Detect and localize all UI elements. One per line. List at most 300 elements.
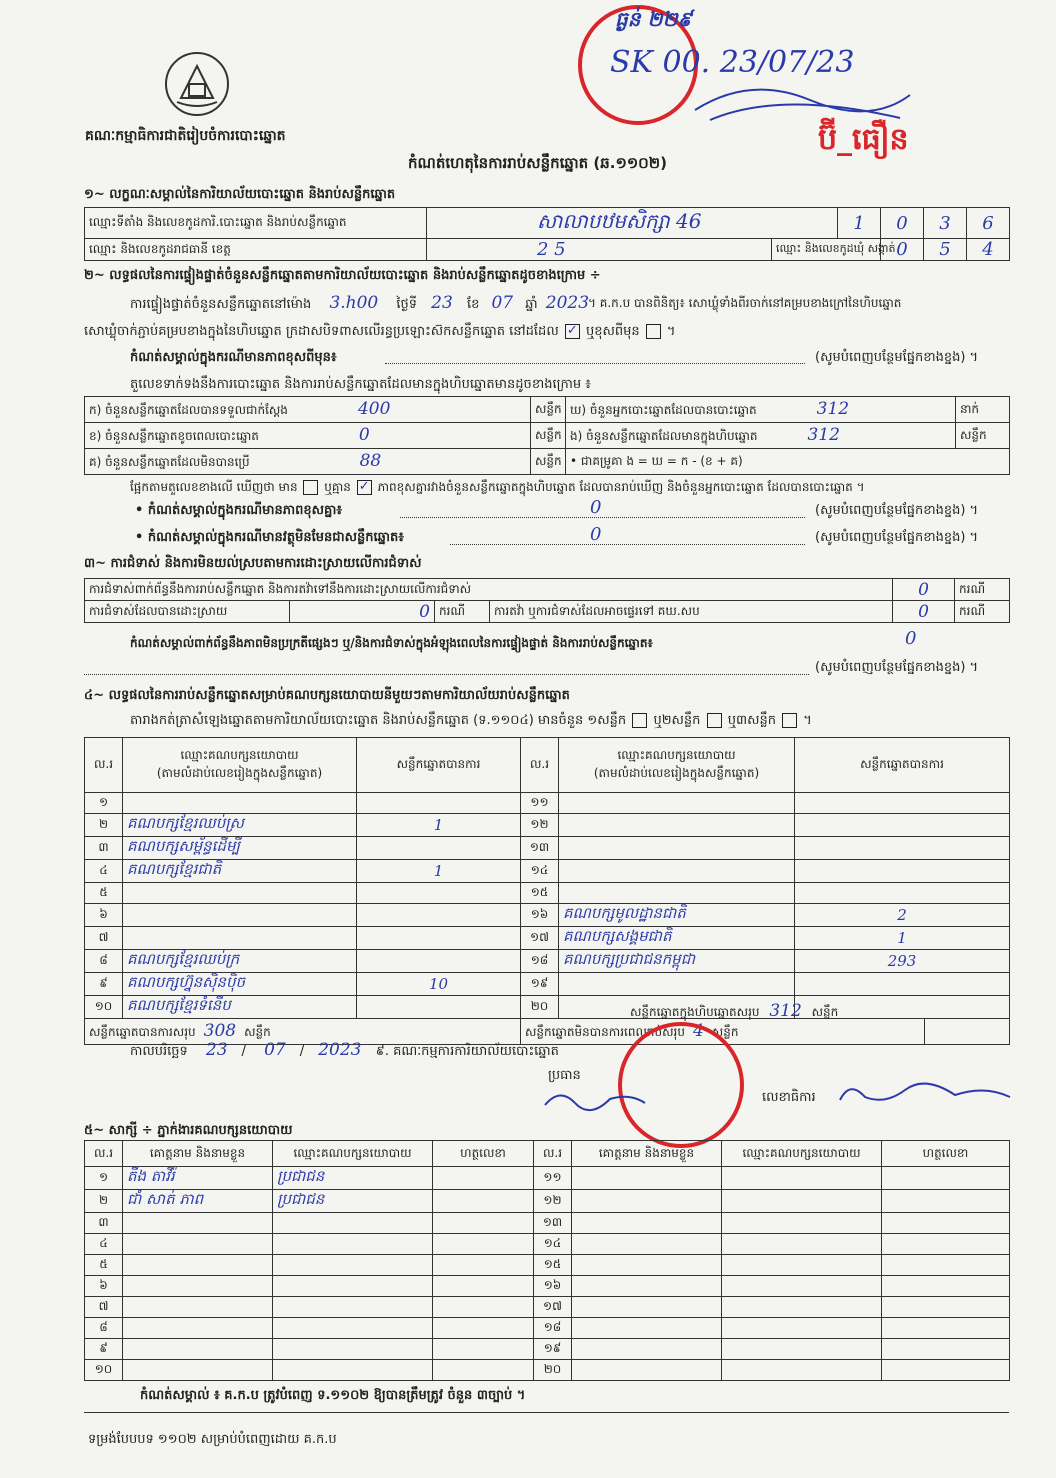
- party-name[interactable]: គណបក្សប្រជាជនកម្ពុជា: [559, 950, 795, 973]
- party-votes[interactable]: 1: [357, 860, 521, 883]
- office-code-digit[interactable]: 1: [838, 208, 881, 239]
- witness-party[interactable]: ប្រជាជន: [273, 1167, 433, 1190]
- table-header-row: [85, 1141, 1010, 1167]
- col-header-no: ល.រ: [85, 1141, 123, 1167]
- note-discrepancy-label: • កំណត់សម្គាល់ក្នុងករណីមានភាពខុសគ្នា៖: [135, 503, 343, 518]
- chair-label: ប្រធាន: [548, 1068, 581, 1083]
- table-row: [85, 860, 1010, 883]
- stamp-handwritten-top: ធ្ងន់ ២២៩: [615, 7, 692, 31]
- check-year-value[interactable]: 2023: [545, 293, 590, 313]
- witness-name[interactable]: [572, 1297, 722, 1318]
- witness-signature[interactable]: [433, 1339, 534, 1360]
- figure-b: [85, 423, 531, 449]
- resolved-objection-value[interactable]: 0: [290, 601, 435, 623]
- table-row: [85, 1318, 1010, 1339]
- party-row-number: ១៩: [521, 973, 559, 996]
- party-votes[interactable]: 293: [795, 950, 1010, 973]
- check-line-1: [130, 295, 593, 313]
- office-label: ឈ្មោះទីតាំង និងលេខកូដការិ.បោះឆ្នោត និងរាប់សន្លឹកឆ្នោត: [85, 208, 427, 239]
- party-row-number: ៩: [85, 973, 123, 996]
- section2-title: ២~ លទ្ធផលនៃការផ្ទៀងផ្ទាត់ចំនួនសន្លឹកឆ្នោតតាមការិយាល័យបោះឆ្នោត និងរាប់សន្លឹកឆ្នោតដូចខាងក្រោម ÷: [84, 268, 601, 283]
- discrepancy-note-value[interactable]: 0: [590, 497, 602, 518]
- same-as-before-checkbox[interactable]: ✓: [565, 324, 580, 339]
- col-header-party: ឈ្មោះគណបក្សនយោបាយ: [273, 1141, 433, 1167]
- commune-code-digit[interactable]: 0: [881, 239, 924, 261]
- resolved-objection-label: ការជំទាស់ដែលបានដោះស្រាយ: [85, 601, 290, 623]
- table-row: [85, 579, 1010, 601]
- col-header-party: ឈ្មោះគណបក្សនយោបាយ: [722, 1141, 882, 1167]
- table-row: [85, 239, 1010, 261]
- fill-back-note: (សូមបំពេញបន្ថែមផ្នែកខាងខ្នង) ។: [815, 660, 979, 675]
- foreign-object-note-value[interactable]: 0: [590, 524, 602, 545]
- changed-checkbox[interactable]: [646, 324, 661, 339]
- date-label: កាលបរិច្ឆេទ: [130, 1044, 188, 1059]
- party-votes[interactable]: [795, 883, 1010, 904]
- witness-party[interactable]: [722, 1297, 882, 1318]
- compare-label: ផ្អែកតាមតួលេខខាងលើ ឃើញថា មាន: [130, 480, 298, 494]
- witness-name[interactable]: តឹង តាវីរ៉: [123, 1167, 273, 1190]
- section1-title: ១~ លក្ខណៈសម្គាល់នៃការិយាល័យបោះឆ្នោត និងរាប់សន្លឹកឆ្នោត: [84, 187, 396, 202]
- party-votes[interactable]: [795, 814, 1010, 837]
- party-name[interactable]: គណបក្សខ្មែរឈប់ស្រ: [123, 814, 357, 837]
- party-row-number: ៥: [85, 883, 123, 904]
- date-year-value[interactable]: 2023: [318, 1040, 362, 1060]
- party-row-number: ១: [85, 793, 123, 814]
- party-votes[interactable]: [357, 883, 521, 904]
- witness-party[interactable]: [722, 1190, 882, 1213]
- witness-name[interactable]: [123, 1255, 273, 1276]
- tally-sheet-label: តារាងកត់ត្រាសំឡេងឆ្នោតតាមការិយាល័យបោះឆ្នោត និងរាប់សន្លឹកឆ្នោត (ទ.១១០៤) មានចំនួន ១សន្លឹក: [130, 713, 627, 728]
- witness-name[interactable]: [572, 1318, 722, 1339]
- commune-code-digit[interactable]: 5: [924, 239, 967, 261]
- witness-row-number: ២០: [534, 1360, 572, 1381]
- nec-logo: [165, 52, 229, 116]
- col-header-no: ល.រ: [85, 738, 123, 793]
- figure-label: ខ) ចំនួនសន្លឹកឆ្នោតខូចពេលបោះឆ្នោត: [89, 429, 259, 443]
- witness-row-number: ១២: [534, 1190, 572, 1213]
- party-row-number: ១៧: [521, 927, 559, 950]
- footer-divider: [84, 1412, 1009, 1413]
- witness-party[interactable]: [722, 1360, 882, 1381]
- party-row-number: ១២: [521, 814, 559, 837]
- party-row-number: ១៤: [521, 860, 559, 883]
- party-name[interactable]: [559, 837, 795, 860]
- witness-row-number: ១៦: [534, 1276, 572, 1297]
- witness-party[interactable]: [273, 1318, 433, 1339]
- table-row: [85, 1360, 1010, 1381]
- witness-name[interactable]: [123, 1360, 273, 1381]
- table-row: [85, 883, 1010, 904]
- witness-party[interactable]: [722, 1276, 882, 1297]
- unit-label: សន្លឹក: [711, 1025, 739, 1039]
- party-name[interactable]: [123, 883, 357, 904]
- party-name[interactable]: [559, 883, 795, 904]
- col-header-name: គោត្តនាម និងនាមខ្លួន: [123, 1141, 273, 1167]
- witness-row-number: ១៣: [534, 1213, 572, 1234]
- party-name[interactable]: [559, 793, 795, 814]
- witness-name[interactable]: [572, 1213, 722, 1234]
- col-header-no: ល.រ: [534, 1141, 572, 1167]
- ballots-in-box-value[interactable]: 312: [807, 425, 840, 445]
- col-header-signature: ហត្ថលេខា: [433, 1141, 534, 1167]
- party-votes[interactable]: [795, 837, 1010, 860]
- party-votes[interactable]: 1: [357, 814, 521, 837]
- check-day-value[interactable]: 23: [431, 293, 453, 313]
- emblem-icon: [167, 54, 227, 114]
- party-votes[interactable]: 1: [795, 927, 1010, 950]
- table-row: [85, 1339, 1010, 1360]
- witness-name[interactable]: [572, 1167, 722, 1190]
- box-total-value[interactable]: 312: [769, 1001, 802, 1021]
- party-row-number: ៣: [85, 837, 123, 860]
- has-difference-checkbox[interactable]: [303, 480, 318, 495]
- org-name: គណៈកម្មាធិការជាតិរៀបចំការបោះឆ្នោត: [85, 128, 286, 144]
- figure-d: [566, 397, 956, 423]
- table-row: [85, 208, 1010, 239]
- unit-label: ករណី: [955, 579, 1010, 601]
- witness-signature[interactable]: [882, 1339, 1010, 1360]
- witness-signature[interactable]: [882, 1167, 1010, 1190]
- compare-tail: ភាពខុសគ្នារវាងចំនួនសន្លឹកឆ្នោតក្នុងហិបឆ្នោត ដែលបានរាប់ឃើញ និងចំនួនអ្នកបោះឆ្នោត ដែលបានបោះឆ្នោត ។: [377, 480, 865, 494]
- witness-name[interactable]: ជាំ សាត់ ភាព: [123, 1190, 273, 1213]
- figure-a: [85, 397, 531, 423]
- col-header-votes: សន្លឹកឆ្នោតបានការ: [795, 738, 1010, 793]
- party-row-number: ៨: [85, 950, 123, 973]
- witness-party[interactable]: [722, 1318, 882, 1339]
- witness-signature[interactable]: [433, 1255, 534, 1276]
- valid-total-value[interactable]: 308: [203, 1021, 237, 1041]
- ballots-received-value[interactable]: 400: [357, 399, 391, 419]
- party-row-number: ៦: [85, 904, 123, 927]
- section1-table: [84, 207, 1010, 261]
- no-difference-checkbox[interactable]: ✓: [357, 480, 372, 495]
- date-month-value[interactable]: 07: [264, 1040, 286, 1060]
- witness-row-number: ១៥: [534, 1255, 572, 1276]
- witness-signature[interactable]: [882, 1360, 1010, 1381]
- table-row: [85, 950, 1010, 973]
- unit-cell: [925, 1019, 1010, 1045]
- witness-signature[interactable]: [433, 1190, 534, 1213]
- witness-signature[interactable]: [433, 1167, 534, 1190]
- party-name[interactable]: គណបក្សមូលដ្ឋានជាតិ: [559, 904, 795, 927]
- witness-signature[interactable]: [882, 1318, 1010, 1339]
- unit-label: ករណី: [955, 601, 1010, 623]
- dotted-line: [450, 544, 805, 545]
- col-header-no: ល.រ: [521, 738, 559, 793]
- witness-row-number: ១៧: [534, 1297, 572, 1318]
- witness-party[interactable]: [722, 1213, 882, 1234]
- table-row: [85, 449, 1010, 475]
- witness-row-number: ៨: [85, 1318, 123, 1339]
- transferred-objection-value[interactable]: 0: [893, 601, 955, 623]
- party-row-number: ១៨: [521, 950, 559, 973]
- witness-name[interactable]: [123, 1339, 273, 1360]
- spoiled-ballots-value[interactable]: 0: [358, 425, 370, 445]
- witness-party[interactable]: [273, 1234, 433, 1255]
- witness-row-number: ៧: [85, 1297, 123, 1318]
- check-year-label: ឆ្នាំ: [525, 297, 538, 312]
- secretary-signature: [835, 1075, 1015, 1110]
- witness-party[interactable]: [273, 1339, 433, 1360]
- witness-name[interactable]: [123, 1213, 273, 1234]
- figures-intro: តួលេខទាក់ទងនឹងការបោះឆ្នោត និងការរាប់សន្លឹកឆ្នោតដែលមានក្នុងហិបឆ្នោតមានដូចខាងក្រោម ៖: [130, 377, 591, 392]
- witness-row-number: ១១: [534, 1167, 572, 1190]
- form-footer: ទម្រង់បែបបទ ១១០២ សម្រាប់បំពេញដោយ គ.ក.ប: [88, 1432, 337, 1447]
- invalid-total-label: សន្លឹកឆ្នោតមិនបានការពេលរាប់សរុប: [525, 1025, 685, 1039]
- dotted-line: [84, 674, 809, 675]
- witness-party[interactable]: [722, 1255, 882, 1276]
- witness-party[interactable]: [722, 1167, 882, 1190]
- no-difference-label: ឬគ្មាន: [324, 480, 351, 494]
- table-row: [85, 973, 1010, 996]
- col-header-party: [123, 738, 357, 793]
- check-time-value[interactable]: 3.h00: [329, 293, 379, 313]
- valid-total-cell: [85, 1019, 521, 1045]
- formula-label: • ជាគម្រូគា ង = ឃ = ក - (ខ + គ): [566, 449, 1010, 475]
- table-row: [85, 904, 1010, 927]
- section5-title: ៥~ សាក្សី ÷ ភ្នាក់ងារគណបក្សនយោបាយ: [84, 1123, 293, 1138]
- witness-name[interactable]: [572, 1234, 722, 1255]
- form-title: កំណត់ហេតុនៃការរាប់សន្លឹកឆ្នោត (ឆ.១១០២): [408, 154, 668, 172]
- party-name[interactable]: [559, 814, 795, 837]
- witness-signature[interactable]: [882, 1213, 1010, 1234]
- one-sheet-checkbox[interactable]: [632, 713, 647, 728]
- witness-row-number: ១៤: [534, 1234, 572, 1255]
- witness-party[interactable]: [722, 1234, 882, 1255]
- party-header-sub: (តាមលំដាប់លេខរៀងក្នុងសន្លឹកឆ្នោត): [156, 766, 323, 780]
- tally-sheet-count-line: តារាងកត់ត្រាសំឡេងឆ្នោតតាមការិយាល័យបោះឆ្នោត និងរាប់សន្លឹកឆ្នោត (ទ.១១០៤) មានចំនួន ១សន្លឹក ឬ២សន្លឹក ឬ៣សន្លឹក ។: [130, 713, 812, 728]
- witness-row-number: ២: [85, 1190, 123, 1213]
- party-votes[interactable]: [357, 904, 521, 927]
- fill-back-note: (សូមបំពេញបន្ថែមផ្នែកខាងខ្នង) ។: [815, 503, 979, 518]
- party-votes[interactable]: [795, 973, 1010, 996]
- witness-name[interactable]: [123, 1297, 273, 1318]
- party-name[interactable]: គណបក្សសង្គមជាតិ: [559, 927, 795, 950]
- objection-count-value[interactable]: 0: [893, 579, 955, 601]
- table-row: [85, 837, 1010, 860]
- table-row: [85, 1190, 1010, 1213]
- witness-signature[interactable]: [433, 1318, 534, 1339]
- unit-label: នាក់: [956, 397, 1010, 423]
- unit-label: សន្លឹក: [956, 423, 1010, 449]
- check-month-value[interactable]: 07: [491, 293, 514, 313]
- valid-total-label: សន្លឹកឆ្នោតបានការសរុប: [89, 1025, 196, 1039]
- results-table: [84, 737, 1010, 1045]
- witness-signature[interactable]: [433, 1213, 534, 1234]
- unit-label: សន្លឹក: [531, 423, 566, 449]
- col-header-party: [559, 738, 795, 793]
- party-row-number: ១០: [85, 996, 123, 1019]
- witness-name[interactable]: [572, 1190, 722, 1213]
- witness-party[interactable]: [273, 1255, 433, 1276]
- invalid-total-value[interactable]: 4: [692, 1021, 704, 1041]
- table-row: [85, 814, 1010, 837]
- chair-signature: [540, 1085, 650, 1115]
- witness-party[interactable]: [273, 1276, 433, 1297]
- witness-row-number: ៦: [85, 1276, 123, 1297]
- province-code-value[interactable]: 2 5: [427, 239, 772, 261]
- secretary-label: លេខាធិការ: [762, 1090, 816, 1105]
- party-votes[interactable]: [795, 793, 1010, 814]
- witness-party[interactable]: [273, 1360, 433, 1381]
- check-time-label: ការផ្ទៀងផ្ទាត់ចំនួនសន្លឹកឆ្នោតនៅម៉ោង: [130, 297, 312, 312]
- witness-signature[interactable]: [433, 1360, 534, 1381]
- section4-title: ៤~ លទ្ធផលនៃការរាប់សន្លឹកឆ្នោតសម្រាប់គណបក្សនយោបាយនីមួយៗតាមការិយាល័យរាប់សន្លឹកឆ្នោត: [84, 688, 570, 703]
- voters-voted-value[interactable]: 312: [816, 399, 850, 419]
- irregularity-note-label: កំណត់សម្គាល់ពាក់ព័ន្ធនឹងភាពមិនប្រក្រតីផ្សេងៗ ឬ/និងការជំទាស់ក្នុងអំឡុងពេលនៃការផ្ទៀងផ្ទាត់ និងការរាប់សន្លឹកឆ្នោត៖: [130, 636, 653, 650]
- party-votes[interactable]: [357, 950, 521, 973]
- figure-e: [566, 423, 956, 449]
- figure-label: គ) ចំនួនសន្លឹកឆ្នោតដែលមិនបានប្រើ: [89, 455, 250, 469]
- check-line-1-tail: ។ គ.ក.ប បានពិនិត្យ៖ សោឃ្លុំទាំងពីរចាក់នៅគម្របខាងក្រៅនៃហិបឆ្នោត: [588, 296, 902, 310]
- office-value[interactable]: សាលាបឋមសិក្សា 46: [427, 208, 838, 239]
- table-row: [85, 927, 1010, 950]
- party-name[interactable]: គណបក្សខ្មែរឈប់ក្រ: [123, 950, 357, 973]
- party-row-number: ២: [85, 814, 123, 837]
- party-name[interactable]: គណបក្សសម្ព័ន្ធដើម្បី: [123, 837, 357, 860]
- witness-note: កំណត់សម្គាល់ ៖ គ.ក.ប ត្រូវបំពេញ ទ.១១០២ ឱ្យបានត្រឹមត្រូវ ចំនួន ៣ច្បាប់ ។: [140, 1388, 526, 1403]
- box-total-line: [630, 1003, 838, 1020]
- objections-table: [84, 578, 1010, 623]
- table-row: [85, 1167, 1010, 1190]
- party-row-number: ១៥: [521, 883, 559, 904]
- witness-signature[interactable]: [882, 1190, 1010, 1213]
- witness-signature[interactable]: [882, 1234, 1010, 1255]
- box-total-label: សន្លឹកឆ្នោតក្នុងហិបឆ្នោតសរុប: [630, 1005, 760, 1019]
- party-votes[interactable]: [357, 837, 521, 860]
- party-name[interactable]: គណបក្សខ្មែរទំនើប: [123, 996, 357, 1019]
- table-row: [85, 397, 1010, 423]
- witness-party[interactable]: [273, 1297, 433, 1318]
- commune-code-digit[interactable]: 4: [967, 239, 1010, 261]
- party-row-number: ១៦: [521, 904, 559, 927]
- witness-name[interactable]: [572, 1339, 722, 1360]
- fill-back-note: (សូមបំពេញបន្ថែមផ្នែកខាងខ្នង) ។: [815, 530, 979, 545]
- party-row-number: ៤: [85, 860, 123, 883]
- witness-name[interactable]: [572, 1276, 722, 1297]
- witness-row-number: ៤: [85, 1234, 123, 1255]
- received-signature-name: ប៊ី_ធឿន: [818, 122, 909, 157]
- check-day-label: ថ្ងៃទី: [396, 297, 418, 312]
- witness-signature[interactable]: [433, 1276, 534, 1297]
- compare-line: [130, 479, 865, 495]
- dotted-line: [400, 517, 805, 518]
- table-row: [85, 601, 1010, 623]
- unit-label: សន្លឹក: [244, 1025, 271, 1039]
- witness-row-number: ១៨: [534, 1318, 572, 1339]
- party-votes[interactable]: [795, 860, 1010, 883]
- table-row: [85, 793, 1010, 814]
- witness-signature[interactable]: [882, 1255, 1010, 1276]
- party-header: ឈ្មោះគណបក្សនយោបាយ: [180, 748, 299, 762]
- table-header-row: [85, 738, 1010, 793]
- witness-signature[interactable]: [433, 1234, 534, 1255]
- figure-label: ឃ) ចំនួនអ្នកបោះឆ្នោតដែលបានបោះឆ្នោត: [570, 403, 757, 417]
- table-row: [85, 996, 1010, 1019]
- section3-title: ៣~ ការជំទាស់ និងការមិនយល់ស្របតាមការដោះស្រាយលើការជំទាស់: [84, 556, 422, 571]
- party-header: ឈ្មោះគណបក្សនយោបាយ: [617, 748, 736, 762]
- unit-label: សន្លឹក: [811, 1005, 839, 1019]
- two-sheet-checkbox[interactable]: [707, 713, 722, 728]
- witness-row-number: ៣: [85, 1213, 123, 1234]
- witness-party[interactable]: [273, 1213, 433, 1234]
- witness-name[interactable]: [572, 1360, 722, 1381]
- date-line: កាលបរិច្ឆេទ 23 / 07 / 2023 ៩. គណៈកម្មការការិយាល័យបោះឆ្នោត: [130, 1040, 559, 1060]
- party-row-number: ២០: [521, 996, 559, 1019]
- figure-label: ក) ចំនួនសន្លឹកឆ្នោតដែលបានទទួលជាក់ស្តែង: [89, 403, 288, 417]
- party-header-sub: (តាមលំដាប់លេខរៀងក្នុងសន្លឹកឆ្នោត): [593, 766, 760, 780]
- party-name[interactable]: គណបក្សហ្វ៊ុនស៊ិនប៉ិច: [123, 973, 357, 996]
- witness-party[interactable]: ប្រជាជន: [273, 1190, 433, 1213]
- party-votes[interactable]: 10: [357, 973, 521, 996]
- note-difference-label: កំណត់សម្គាល់ក្នុងករណីមានភាពខុសពីមុន៖: [130, 350, 337, 365]
- party-votes[interactable]: [357, 996, 521, 1019]
- office-code-digit[interactable]: 6: [967, 208, 1010, 239]
- party-votes[interactable]: [357, 927, 521, 950]
- table-row: [85, 1234, 1010, 1255]
- witness-row-number: ១៩: [534, 1339, 572, 1360]
- three-sheet-checkbox[interactable]: [782, 713, 797, 728]
- col-header-signature: ហត្ថលេខា: [882, 1141, 1010, 1167]
- table-row: [85, 1276, 1010, 1297]
- witness-name[interactable]: [123, 1234, 273, 1255]
- party-row-number: ១១: [521, 793, 559, 814]
- witness-name[interactable]: [572, 1255, 722, 1276]
- witness-signature[interactable]: [882, 1276, 1010, 1297]
- signature-scribble: [690, 70, 920, 130]
- unused-ballots-value[interactable]: 88: [359, 451, 382, 471]
- witness-signature[interactable]: [882, 1297, 1010, 1318]
- figure-c: [85, 449, 531, 475]
- witness-row-number: ៩: [85, 1339, 123, 1360]
- check-month-label: ខែ: [466, 297, 480, 312]
- party-name[interactable]: [123, 793, 357, 814]
- seal-intact-label: សោឃ្លុំចាក់ភ្ជាប់គម្របខាងក្នុងនៃហិបឆ្នោត ក្រដាសបិទពាសលើរន្ធប្រឡោះស៊កសន្លឹកឆ្នោត នៅដដែល: [84, 324, 559, 339]
- table-row: [85, 1213, 1010, 1234]
- figures-table: [84, 396, 1010, 475]
- province-label: ឈ្មោះ និងលេខកូដរាជធានី ខេត្ត: [85, 239, 427, 261]
- party-name[interactable]: [123, 927, 357, 950]
- party-name[interactable]: [559, 973, 795, 996]
- witness-row-number: ១០: [85, 1360, 123, 1381]
- irregularity-note-value[interactable]: 0: [905, 628, 917, 649]
- dotted-line: [385, 363, 805, 364]
- party-name[interactable]: គណបក្សខ្មែរជាតិ: [123, 860, 357, 883]
- col-header-name: គោត្តនាម និងនាមខ្លួន: [572, 1141, 722, 1167]
- witness-party[interactable]: [722, 1339, 882, 1360]
- party-name[interactable]: [123, 904, 357, 927]
- witness-signature[interactable]: [433, 1297, 534, 1318]
- party-votes[interactable]: 2: [795, 904, 1010, 927]
- committee-label: ៩. គណៈកម្មការការិយាល័យបោះឆ្នោត: [375, 1044, 559, 1059]
- check-line-2: សោឃ្លុំចាក់ភ្ជាប់គម្របខាងក្នុងនៃហិបឆ្នោត ក្រដាសបិទពាសលើរន្ធប្រឡោះស៊កសន្លឹកឆ្នោត នៅដដែល ✓ ឬខុសពីមុន ។: [84, 323, 676, 339]
- office-code-digit[interactable]: 0: [881, 208, 924, 239]
- witness-name[interactable]: [123, 1276, 273, 1297]
- witness-name[interactable]: [123, 1318, 273, 1339]
- party-name[interactable]: [559, 860, 795, 883]
- changed-label: ឬខុសពីមុន: [585, 324, 640, 339]
- party-votes[interactable]: [357, 793, 521, 814]
- date-day-value[interactable]: 23: [205, 1040, 228, 1060]
- received-date-note: SK 00. 23/07/23: [610, 45, 855, 80]
- commune-label: ឈ្មោះ និងលេខកូដឃុំ សង្កាត់: [772, 239, 881, 261]
- figure-label: ង) ចំនួនសន្លឹកឆ្នោតដែលមានក្នុងហិបឆ្នោត: [570, 429, 758, 443]
- witness-row-number: ១: [85, 1167, 123, 1190]
- objection-count-label: ការជំទាស់ពាក់ព័ន្ធនឹងការរាប់សន្លឹកឆ្នោត និងការតវ៉ាទៅនឹងការដោះស្រាយលើការជំទាស់: [85, 579, 893, 601]
- unit-label: សន្លឹក: [531, 397, 566, 423]
- office-code-digit[interactable]: 3: [924, 208, 967, 239]
- witness-table: [84, 1140, 1010, 1381]
